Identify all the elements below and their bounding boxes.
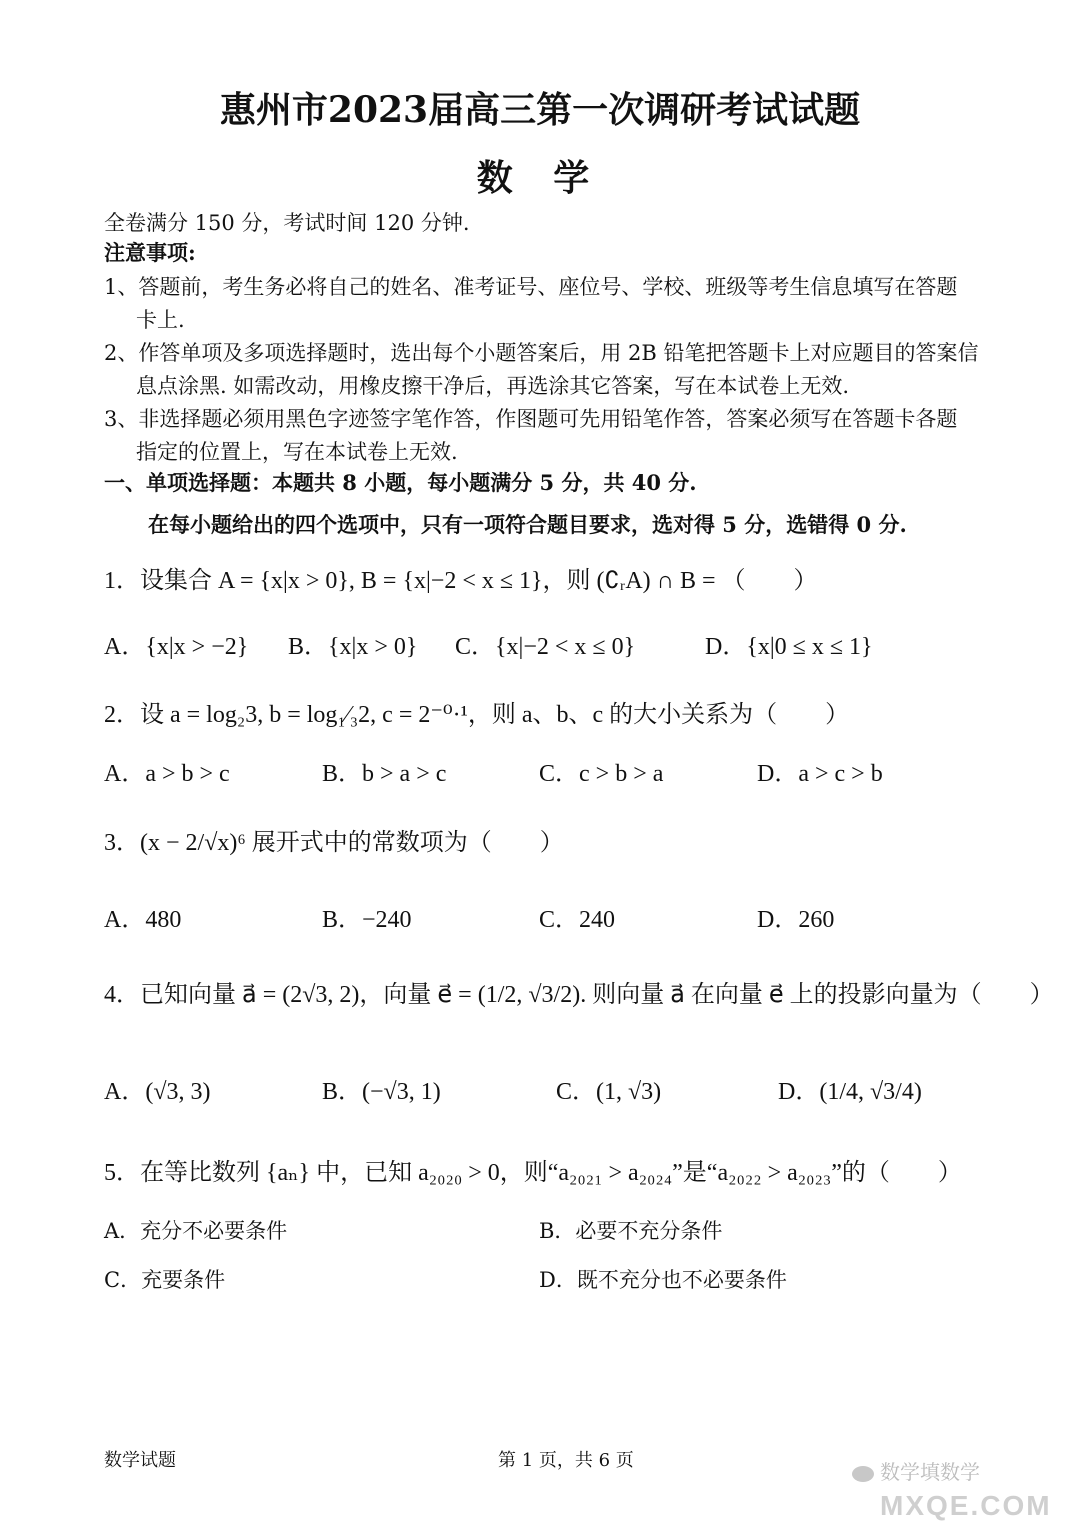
page-title: 惠州市2023届高三第一次调研考试试题: [219, 89, 861, 131]
question-4-stem: 4．已知向量 a⃗ = (2√3, 2)，向量 e⃗ = (1/2, √3/2). 则向量 a⃗ 在向量 e⃗ 上的投影向量为（ ）: [104, 982, 1054, 1008]
question-2-option-b: B．b > a > c: [322, 761, 447, 787]
question-3-stem: 3．(x − 2/√x)⁶ 展开式中的常数项为（ ）: [104, 830, 564, 856]
question-3-option-c: C．240: [539, 907, 616, 933]
question-5-option-a: A．充分不必要条件: [104, 1219, 288, 1243]
question-1-option-c: C．{x|−2 < x ≤ 0}: [455, 634, 636, 660]
note-item-2-line-1: 2、作答单项及多项选择题时，选出每个小题答案后，用 2B 铅笔把答题卡上对应题目的答案信: [104, 341, 979, 365]
note-item-1-line-2: 卡上.: [136, 308, 185, 332]
site-watermark: MXQE.COM: [880, 1490, 1052, 1521]
question-5-option-b: B．必要不充分条件: [539, 1219, 723, 1243]
subject-title: 数 学: [476, 157, 604, 199]
section-1-heading: 一、单项选择题：本题共 8 小题，每小题满分 5 分，共 40 分.: [104, 470, 697, 495]
section-1-subheading: 在每小题给出的四个选项中，只有一项符合题目要求，选对得 5 分，选错得 0 分.: [148, 512, 907, 537]
question-2-stem: 2．设 a = log₂3, b = log₁⁄₃2, c = 2⁻⁰·¹，则 a、b、c 的大小关系为（ ）: [104, 702, 850, 728]
question-5-option-d: D．既不充分也不必要条件: [539, 1268, 787, 1292]
note-item-2-line-2: 息点涂黑. 如需改动，用橡皮擦干净后，再选涂其它答案，写在本试卷上无效.: [136, 374, 850, 398]
question-1-option-b: B．{x|x > 0}: [288, 634, 418, 660]
exam-intro: 全卷满分 150 分，考试时间 120 分钟.: [104, 211, 470, 235]
wechat-icon: [852, 1466, 874, 1482]
question-2-option-a: A．a > b > c: [104, 761, 230, 787]
notes-heading: 注意事项:: [104, 240, 196, 265]
question-4-option-b: B．(−√3, 1): [322, 1079, 441, 1105]
question-1-option-a: A．{x|x > −2}: [104, 634, 249, 660]
question-4-option-d: D．(1/4, √3/4): [778, 1079, 922, 1105]
question-3-option-b: B．−240: [322, 907, 412, 933]
question-2-option-d: D．a > c > b: [757, 761, 883, 787]
question-3-option-d: D．260: [757, 907, 835, 933]
footer-subject: 数学试题: [104, 1450, 176, 1471]
footer-page-number: 第 1 页，共 6 页: [498, 1450, 634, 1471]
note-item-3-line-1: 3、非选择题必须用黑色字迹签字笔作答，作图题可先用铅笔作答，答案必须写在答题卡各题: [104, 407, 958, 431]
question-5-option-c: C．充要条件: [104, 1268, 226, 1292]
question-2-option-c: C．c > b > a: [539, 761, 664, 787]
question-1-stem: 1．设集合 A = {x|x > 0}, B = {x|−2 < x ≤ 1}，则 (∁ᵣA) ∩ B = （ ）: [104, 568, 818, 594]
question-1-option-d: D．{x|0 ≤ x ≤ 1}: [705, 634, 873, 660]
note-item-3-line-2: 指定的位置上，写在本试卷上无效.: [136, 440, 458, 464]
note-item-1-line-1: 1、答题前，考生务必将自己的姓名、准考证号、座位号、学校、班级等考生信息填写在答题: [104, 275, 958, 299]
question-4-option-a: A．(√3, 3): [104, 1079, 211, 1105]
wechat-watermark-text: 数学填数学: [852, 1456, 980, 1485]
question-4-option-c: C．(1, √3): [556, 1079, 662, 1105]
question-3-option-a: A．480: [104, 907, 182, 933]
question-5-stem: 5．在等比数列 {aₙ} 中，已知 a₂₀₂₀ > 0，则“a₂₀₂₁ > a₂₀₂₄”是“a₂₀₂₂ > a₂₀₂₃”的（ ）: [104, 1160, 962, 1186]
